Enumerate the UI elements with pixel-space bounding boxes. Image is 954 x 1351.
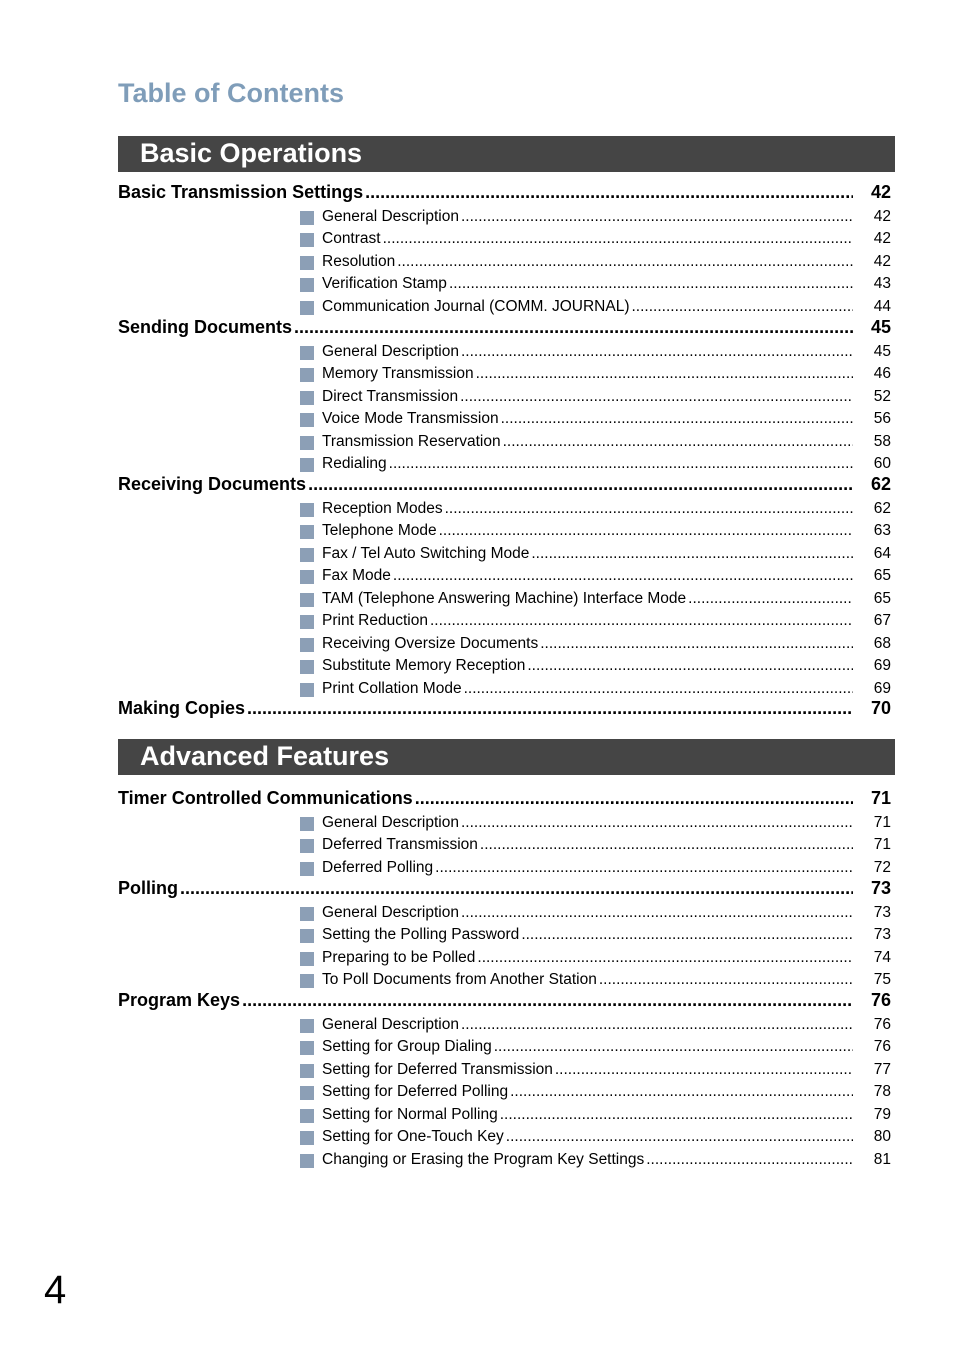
subsection-title: Substitute Memory Reception [322,657,526,675]
dot-leader [247,698,853,719]
page-number: 4 [44,1268,67,1312]
chapter-page-number: 76 [870,990,891,1010]
chapter-page-number: 70 [870,698,891,718]
subsection-page-number: 68 [873,634,891,652]
subsection-title: Deferred Polling [322,858,434,876]
toc-chapter-entry[interactable] [118,317,891,339]
subsection-page-number: 69 [873,679,891,697]
subsection-title: Telephone Mode [322,522,437,540]
toc-subsection-entry[interactable] [300,410,891,430]
toc-subsection-entry[interactable] [300,1016,891,1036]
subsection-page-number: 56 [873,410,891,428]
subsection-title: Preparing to be Polled [322,948,476,966]
dot-leader [555,1061,853,1079]
dot-leader [461,814,853,832]
dot-leader [632,298,854,316]
square-bullet-icon [300,615,314,629]
toc-subsection-entry[interactable] [300,612,891,632]
dot-leader [435,859,853,877]
dot-leader [461,1016,853,1034]
subsection-title: Fax / Tel Auto Switching Mode [322,544,530,562]
subsection-page-number: 80 [873,1128,891,1146]
toc-chapter-entry[interactable] [118,990,891,1012]
dot-leader [449,275,853,293]
dot-leader [480,836,853,854]
toc-chapter-entry[interactable] [118,788,891,810]
square-bullet-icon [300,638,314,652]
toc-chapter-entry[interactable] [118,474,891,496]
subsection-title: Setting for Group Dialing [322,1038,492,1056]
subsection-page-number: 71 [873,836,891,854]
toc-subsection-entry[interactable] [300,926,891,946]
dot-leader [393,567,853,585]
square-bullet-icon [300,413,314,427]
chapter-title: Making Copies [118,698,246,718]
subsection-page-number: 60 [873,455,891,473]
subsection-title: Print Reduction [322,612,428,630]
square-bullet-icon [300,862,314,876]
subsection-page-number: 63 [873,522,891,540]
chapter-title: Receiving Documents [118,474,307,494]
dot-leader [461,904,853,922]
subsection-page-number: 71 [873,814,891,831]
subsection-title: Voice Mode Transmission [322,410,499,428]
subsection-title: Receiving Oversize Documents [322,634,539,652]
square-bullet-icon [300,278,314,292]
toc-subsection-entry[interactable] [300,433,891,453]
subsection-page-number: 64 [873,544,891,562]
square-bullet-icon [300,974,314,988]
toc-subsection-entry[interactable] [300,1106,891,1126]
toc-subsection-entry[interactable] [300,590,891,610]
toc-subsection-entry[interactable] [300,904,891,924]
dot-leader [308,474,853,495]
square-bullet-icon [300,391,314,405]
subsection-title: Deferred Transmission [322,836,478,854]
toc-subsection-entry[interactable] [300,1151,891,1171]
toc-subsection-entry[interactable] [300,949,891,969]
square-bullet-icon [300,1019,314,1033]
subsection-page-number: 44 [873,297,891,315]
chapter-title: Sending Documents [118,317,293,337]
subsection-title: Print Collation Mode [322,679,462,697]
subsection-page-number: 42 [873,208,891,225]
toc-subsection-entry[interactable] [300,275,891,295]
toc-subsection-entry[interactable] [300,567,891,587]
subsection-title: Verification Stamp [322,275,447,293]
subsection-title: Setting for Deferred Transmission [322,1060,553,1078]
subsection-page-number: 74 [873,948,891,966]
square-bullet-icon [300,683,314,697]
toc-subsection-entry[interactable] [300,836,891,856]
square-bullet-icon [300,1064,314,1078]
square-bullet-icon [300,1131,314,1145]
square-bullet-icon [300,301,314,315]
subsection-title: Setting for Deferred Polling [322,1083,509,1101]
square-bullet-icon [300,211,314,225]
dot-leader [461,343,853,361]
square-bullet-icon [300,952,314,966]
dot-leader [521,926,853,944]
toc-subsection-entry[interactable] [300,1061,891,1081]
dot-leader [540,635,853,653]
subsection-page-number: 75 [873,971,891,989]
subsection-page-number: 65 [873,567,891,585]
toc-subsection-entry[interactable] [300,657,891,677]
toc-subsection-entry[interactable] [300,343,891,363]
square-bullet-icon [300,436,314,450]
toc-subsection-entry[interactable] [300,680,891,700]
subsection-title: Direct Transmission [322,387,459,405]
toc-subsection-entry[interactable] [300,500,891,520]
dot-leader [494,1038,853,1056]
chapter-page-number: 71 [870,788,891,808]
subsection-page-number: 45 [873,343,891,360]
chapter-title: Program Keys [118,990,241,1010]
chapter-page-number: 45 [870,317,891,337]
toc-subsection-entry[interactable] [300,545,891,565]
dot-leader [389,455,853,473]
subsection-page-number: 52 [873,387,891,405]
subsection-title: Setting for Normal Polling [322,1105,498,1123]
dot-leader [688,590,853,608]
section-heading: Basic Operations [118,136,895,172]
toc-subsection-entry[interactable] [300,365,891,385]
subsection-title: Contrast [322,230,381,248]
subsection-page-number: 65 [873,589,891,607]
dot-leader [460,388,853,406]
chapter-page-number: 42 [870,182,891,202]
dot-leader [501,410,853,428]
square-bullet-icon [300,525,314,539]
square-bullet-icon [300,929,314,943]
subsection-title: General Description [322,1016,459,1033]
toc-subsection-entry[interactable] [300,1083,891,1103]
dot-leader [294,317,853,338]
dot-leader [439,522,853,540]
subsection-page-number: 62 [873,500,891,517]
toc-subsection-entry[interactable] [300,455,891,475]
dot-leader [397,253,853,271]
toc-chapter-entry[interactable] [118,698,891,720]
section-heading: Advanced Features [118,739,895,775]
dot-leader [500,1106,853,1124]
dot-leader [461,208,853,226]
dot-leader [646,1151,853,1169]
toc-subsection-entry[interactable] [300,388,891,408]
toc-subsection-entry[interactable] [300,298,891,318]
toc-subsection-entry[interactable] [300,635,891,655]
toc-subsection-entry[interactable] [300,971,891,991]
square-bullet-icon [300,839,314,853]
toc-subsection-entry[interactable] [300,253,891,273]
subsection-title: Transmission Reservation [322,432,501,450]
dot-leader [383,230,853,248]
toc-subsection-entry[interactable] [300,208,891,228]
subsection-page-number: 69 [873,657,891,675]
subsection-page-number: 76 [873,1016,891,1033]
square-bullet-icon [300,593,314,607]
subsection-page-number: 76 [873,1038,891,1056]
square-bullet-icon [300,1109,314,1123]
subsection-title: General Description [322,343,459,360]
page-title: Table of Contents [118,78,344,108]
subsection-page-number: 42 [873,252,891,270]
chapter-title: Polling [118,878,178,898]
dot-leader [476,365,853,383]
subsection-page-number: 79 [873,1105,891,1123]
chapter-title: Timer Controlled Communications [118,788,413,808]
toc-subsection-entry[interactable] [300,814,891,834]
toc-chapter-entry[interactable] [118,878,891,900]
subsection-title: TAM (Telephone Answering Machine) Interface Mode [322,589,687,607]
subsection-title: General Description [322,904,459,921]
dot-leader [599,971,853,989]
subsection-page-number: 77 [873,1060,891,1078]
subsection-title: Setting the Polling Password [322,926,520,944]
subsection-title: Communication Journal (COMM. JOURNAL) [322,297,630,315]
square-bullet-icon [300,1086,314,1100]
subsection-page-number: 67 [873,612,891,630]
subsection-title: Setting for One-Touch Key [322,1128,504,1146]
subsection-title: Changing or Erasing the Program Key Settings [322,1150,645,1168]
square-bullet-icon [300,1041,314,1055]
subsection-page-number: 81 [873,1150,891,1168]
subsection-page-number: 42 [873,230,891,248]
dot-leader [510,1083,853,1101]
dot-leader [180,878,853,899]
subsection-title: Fax Mode [322,567,391,585]
square-bullet-icon [300,817,314,831]
square-bullet-icon [300,368,314,382]
dot-leader [415,788,853,809]
subsection-title: General Description [322,814,459,831]
chapter-title: Basic Transmission Settings [118,182,364,202]
square-bullet-icon [300,503,314,517]
square-bullet-icon [300,548,314,562]
dot-leader [531,545,853,563]
chapter-page-number: 62 [870,474,891,494]
subsection-title: Redialing [322,455,387,473]
square-bullet-icon [300,570,314,584]
subsection-page-number: 43 [873,275,891,293]
square-bullet-icon [300,660,314,674]
toc-subsection-entry[interactable] [300,522,891,542]
square-bullet-icon [300,907,314,921]
dot-leader [430,612,853,630]
toc-subsection-entry[interactable] [300,1128,891,1148]
subsection-title: General Description [322,208,459,225]
square-bullet-icon [300,1154,314,1168]
dot-leader [365,182,853,203]
subsection-title: Reception Modes [322,500,443,517]
subsection-title: Resolution [322,252,396,270]
dot-leader [242,990,853,1011]
dot-leader [464,680,853,698]
subsection-page-number: 72 [873,858,891,876]
subsection-title: Memory Transmission [322,365,474,383]
subsection-page-number: 78 [873,1083,891,1101]
subsection-title: To Poll Documents from Another Station [322,971,597,989]
toc-subsection-entry[interactable] [300,859,891,879]
square-bullet-icon [300,256,314,270]
square-bullet-icon [300,346,314,360]
dot-leader [506,1128,853,1146]
dot-leader [445,500,853,518]
toc-subsection-entry[interactable] [300,230,891,250]
subsection-page-number: 58 [873,432,891,450]
square-bullet-icon [300,233,314,247]
subsection-page-number: 73 [873,904,891,921]
toc-subsection-entry[interactable] [300,1038,891,1058]
square-bullet-icon [300,458,314,472]
dot-leader [477,949,853,967]
chapter-page-number: 73 [870,878,891,898]
dot-leader [527,657,853,675]
subsection-page-number: 46 [873,365,891,383]
subsection-page-number: 73 [873,926,891,944]
toc-chapter-entry[interactable] [118,182,891,204]
dot-leader [503,433,853,451]
